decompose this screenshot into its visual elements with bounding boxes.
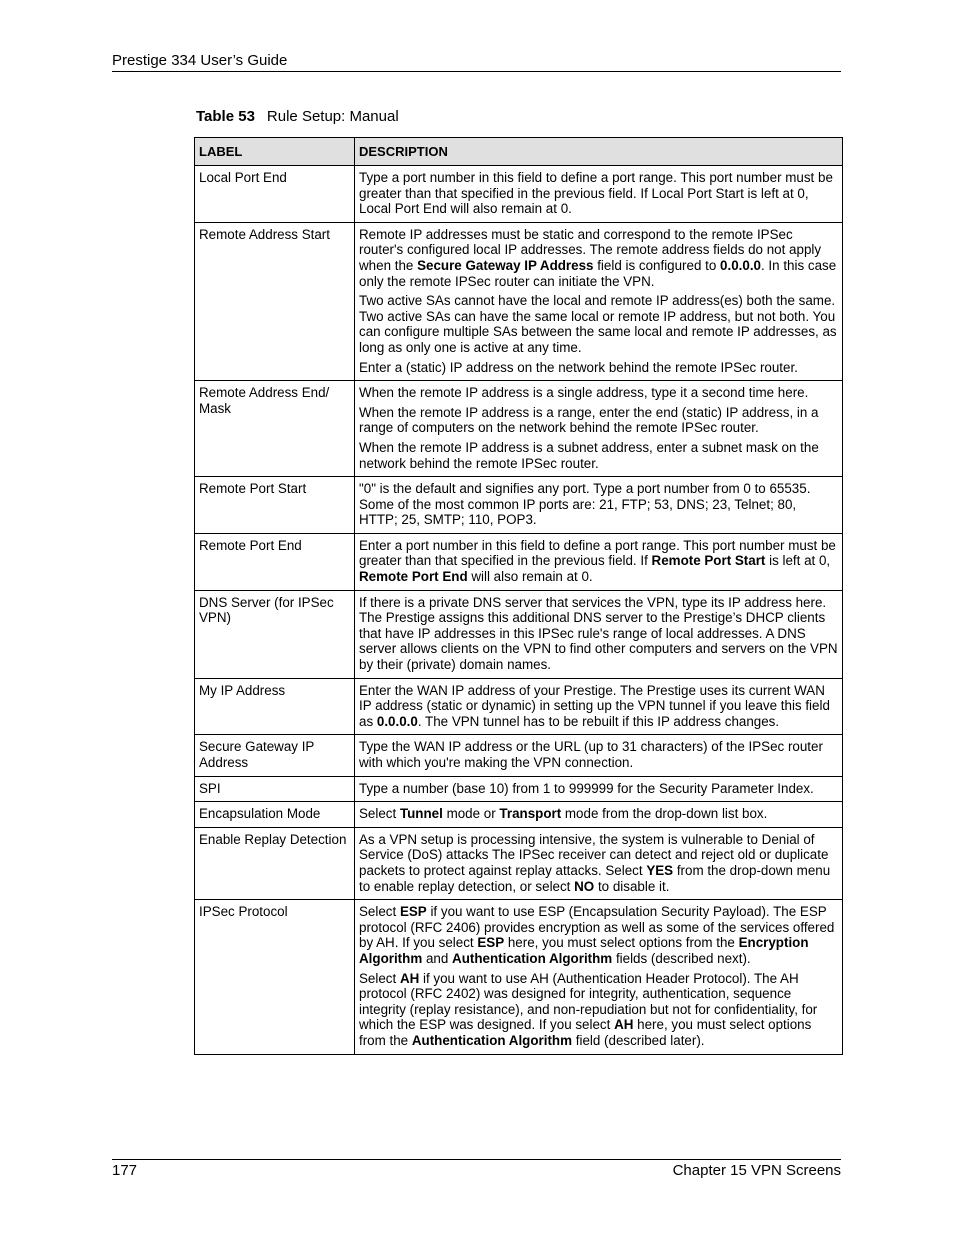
description-paragraph <box>359 385 838 401</box>
text-run: if you want to use ESP (Encapsulation Security Payload). The ESP protocol (RFC 2406) provides encryption as well as some of the services offered by AH. If you select <box>359 904 835 951</box>
text-run: Type the WAN IP address or the URL (up to 31 characters) of the IPSec router with which you're making the VPN connection. <box>359 739 823 770</box>
page-number: 177 <box>112 1162 138 1179</box>
text-run: When the remote IP address is a single address, type it a second time here. <box>359 385 809 401</box>
description-paragraph <box>359 227 838 289</box>
text-run: Type a port number in this field to define a port range. This port number must be greater than that specified in the previous field. If Local Port Start is left at 0, Local Port End will also remain at 0. <box>359 170 833 217</box>
row-description <box>355 735 843 776</box>
table-row <box>195 166 843 223</box>
bold-term: AH <box>614 1017 634 1033</box>
bold-term: Authentication Algorithm <box>452 950 613 966</box>
text-run: If there is a private DNS server that services the VPN, type its IP address here. The Prestige assigns this additional DNS server to the Prestige’s DHCP clients that have IP addresses in this IPSec rule's range of local addresses. A DNS server allows clients on the VPN to find other computers and servers on the VPN by their (private) domain names. <box>359 594 838 673</box>
row-label: Local Port End <box>195 166 355 223</box>
bold-term: 0.0.0.0 <box>376 713 418 729</box>
bold-term: YES <box>646 862 674 878</box>
text-run: mode from the drop-down list box. <box>561 806 768 822</box>
description-paragraph <box>359 405 838 436</box>
description-paragraph <box>359 739 838 770</box>
bold-term: Remote Port End <box>359 569 468 585</box>
table-row <box>195 900 843 1054</box>
running-header: Prestige 334 User’s Guide <box>112 52 288 69</box>
text-run: Type a number (base 10) from 1 to 999999 for the Security Parameter Index. <box>359 780 814 796</box>
table-body <box>195 166 843 1055</box>
table-row <box>195 802 843 828</box>
description-paragraph <box>359 293 838 355</box>
text-run: if you want to use AH (Authentication Header Protocol). The AH protocol (RFC 2402) was designed for integrity, authentication, sequence integrity (replay resistance), and non-repudiation but not for confidentiality, for which the ESP was designed. If you select <box>359 970 818 1033</box>
table-row <box>195 222 843 380</box>
text-run: Enter a (static) IP address on the network behind the remote IPSec router. <box>359 359 798 375</box>
row-description <box>355 678 843 735</box>
row-description <box>355 381 843 477</box>
bold-term: Remote Port Start <box>651 553 766 569</box>
row-label: Remote Address Start <box>195 222 355 380</box>
row-description <box>355 222 843 380</box>
text-run: Enter a port number in this field to define a port range. This port number must be greater than that specified in the previous field. If <box>359 537 836 569</box>
row-label: IPSec Protocol <box>195 900 355 1054</box>
row-description <box>355 166 843 223</box>
description-paragraph <box>359 806 838 822</box>
row-description <box>355 776 843 802</box>
bold-term: Transport <box>499 806 562 822</box>
text-run: field (described later). <box>572 1032 705 1048</box>
table-row <box>195 590 843 678</box>
description-paragraph <box>359 683 838 730</box>
table-title: Rule Setup: Manual <box>266 108 399 125</box>
text-run: here, you must select options from the <box>359 1017 812 1048</box>
description-paragraph <box>359 832 838 894</box>
text-run: Enter the WAN IP address of your Prestige. The Prestige uses its current WAN IP address (static or dynamic) in setting up the VPN tunnel if you leave this field as <box>359 682 830 729</box>
column-header-description: DESCRIPTION <box>355 138 843 166</box>
text-run: When the remote IP address is a subnet address, enter a subnet mask on the network behind the remote IPSec router. <box>359 439 819 471</box>
row-description <box>355 802 843 828</box>
bold-term: AH <box>399 970 420 986</box>
description-paragraph <box>359 440 838 471</box>
bold-term: Encryption Algorithm <box>359 935 809 966</box>
text-run: is left at 0, <box>765 553 831 569</box>
text-run: here, you must select options from the <box>504 935 739 951</box>
row-description <box>355 900 843 1054</box>
description-paragraph <box>359 170 838 217</box>
text-run: fields (described next). <box>612 950 751 966</box>
row-label: Remote Address End/ Mask <box>195 381 355 477</box>
description-paragraph <box>359 781 838 797</box>
row-label: Enable Replay Detection <box>195 827 355 899</box>
text-run: Select <box>359 806 400 822</box>
table-row <box>195 776 843 802</box>
text-run: When the remote IP address is a range, enter the end (static) IP address, in a range of computers on the network behind the remote IPSec router. <box>359 404 819 436</box>
column-header-label: LABEL <box>195 138 355 166</box>
text-run: . The VPN tunnel has to be rebuilt if this IP address changes. <box>417 713 780 729</box>
description-paragraph <box>359 538 838 585</box>
bold-term: ESP <box>477 935 505 951</box>
table-row <box>195 735 843 776</box>
text-run: field is configured to <box>593 257 721 273</box>
footer-rule <box>112 1159 841 1160</box>
rule-setup-table <box>194 137 843 1055</box>
bold-term: NO <box>574 878 595 894</box>
row-label: Remote Port End <box>195 533 355 590</box>
row-label: My IP Address <box>195 678 355 735</box>
text-run: Select <box>359 970 400 986</box>
chapter-title: Chapter 15 VPN Screens <box>672 1162 841 1179</box>
text-run: As a VPN setup is processing intensive, the system is vulnerable to Denial of Service (DoS) attacks The IPSec receiver can detect and reject old or duplicate packets to protect against replay attacks. Select <box>359 831 829 878</box>
table-row <box>195 381 843 477</box>
description-paragraph <box>359 360 838 376</box>
table-header-row <box>195 138 843 166</box>
table-row <box>195 678 843 735</box>
bold-term: Secure Gateway IP Address <box>417 257 594 273</box>
bold-term: 0.0.0.0 <box>720 257 761 273</box>
row-description <box>355 477 843 534</box>
bold-term: Authentication Algorithm <box>411 1032 573 1048</box>
text-run: from the drop-down menu to enable replay detection, or select <box>359 862 831 894</box>
row-label: Remote Port Start <box>195 477 355 534</box>
header-rule <box>112 71 841 72</box>
text-run: and <box>422 950 453 966</box>
text-run: Two active SAs cannot have the local and remote IP address(es) both the same. Two active SAs can have the same local or remote IP address, but not both. You can configure multiple SAs between the same local and remote IP addresses, as long as only one is active at any time. <box>359 293 837 355</box>
row-description <box>355 827 843 899</box>
description-paragraph <box>359 971 838 1049</box>
bold-term: Tunnel <box>399 806 443 822</box>
bold-term: ESP <box>399 904 427 920</box>
description-paragraph <box>359 904 838 966</box>
table-row <box>195 827 843 899</box>
text-run: Select <box>359 904 400 920</box>
table-row <box>195 477 843 534</box>
text-run: mode or <box>442 806 500 822</box>
text-run: . In this case only the remote IPSec router can initiate the VPN. <box>359 257 837 289</box>
row-label: SPI <box>195 776 355 802</box>
text-run: Remote IP addresses must be static and correspond to the remote IPSec router's configured local IP addresses. The remote address fields do not apply when the <box>359 226 822 273</box>
row-label: DNS Server (for IPSec VPN) <box>195 590 355 678</box>
text-run: to disable it. <box>594 878 670 894</box>
text-run: will also remain at 0. <box>467 569 593 585</box>
row-description <box>355 533 843 590</box>
row-label: Encapsulation Mode <box>195 802 355 828</box>
table-caption <box>196 108 399 125</box>
table-row <box>195 533 843 590</box>
row-description <box>355 590 843 678</box>
text-run: "0" is the default and signifies any port. Type a port number from 0 to 65535. Some of the most common IP ports are: 21, FTP; 53, DNS; 23, Telnet; 80, HTTP; 25, SMTP; 110, POP3. <box>359 481 811 528</box>
table-number: Table 53 <box>196 108 255 125</box>
row-label: Secure Gateway IP Address <box>195 735 355 776</box>
description-paragraph <box>359 481 838 528</box>
description-paragraph <box>359 595 838 673</box>
